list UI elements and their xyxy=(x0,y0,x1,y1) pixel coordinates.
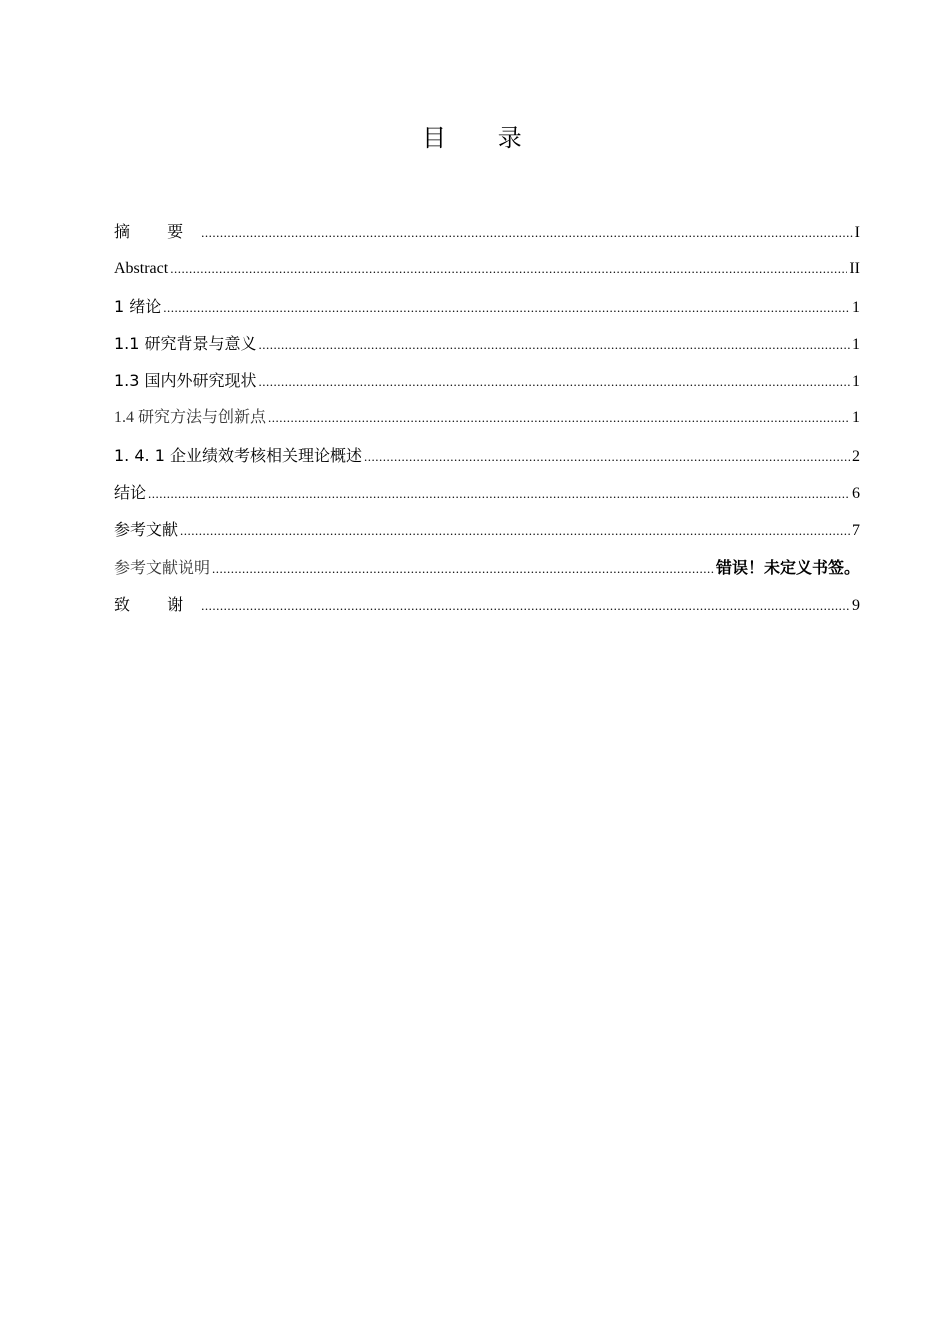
toc-entry-abstract-en[interactable] xyxy=(114,250,860,287)
toc-leader-dots xyxy=(170,250,847,287)
toc-entry-label: 参考文献说明 xyxy=(114,559,211,577)
toc-leader-dots xyxy=(268,399,850,436)
table-of-contents xyxy=(114,213,860,623)
toc-entry-chapter-1[interactable] xyxy=(114,288,860,325)
toc-leader-dots xyxy=(201,587,850,624)
toc-entry-page: 1 xyxy=(852,335,860,353)
toc-entry-page: II xyxy=(849,260,860,278)
toc-entry-section-1-4-1[interactable] xyxy=(114,437,860,474)
toc-entry-section-1-4[interactable] xyxy=(114,399,860,436)
toc-entry-references-note[interactable] xyxy=(114,549,860,586)
page-title: 目 录 xyxy=(422,124,544,152)
toc-entry-label: 1.1 研究背景与意义 xyxy=(114,333,257,353)
toc-entry-section-1-3[interactable] xyxy=(114,362,860,399)
toc-entry-references[interactable] xyxy=(114,511,860,548)
toc-entry-acknowledgements[interactable] xyxy=(114,586,860,623)
toc-entry-page: 1 xyxy=(852,373,860,391)
toc-leader-dots xyxy=(259,363,850,400)
toc-leader-dots xyxy=(148,475,850,512)
toc-leader-dots xyxy=(259,326,850,363)
toc-entry-label: 1.4 研究方法与创新点 xyxy=(114,409,267,427)
toc-entry-label: 致 谢 xyxy=(114,594,200,614)
toc-entry-page: 6 xyxy=(852,485,860,503)
toc-entry-label: 1.3 国内外研究现状 xyxy=(114,371,257,391)
toc-entry-label: 参考文献 xyxy=(114,520,179,540)
toc-entry-page: I xyxy=(854,224,860,241)
toc-entry-label: 1 绪论 xyxy=(114,296,162,316)
toc-entry-abstract-cn[interactable] xyxy=(114,213,860,250)
toc-entry-page: 1 xyxy=(852,409,860,427)
toc-leader-dots xyxy=(212,550,714,587)
toc-entry-section-1-1[interactable] xyxy=(114,325,860,362)
toc-entry-label: 结论 xyxy=(114,483,147,503)
toc-entry-page: 1 xyxy=(852,298,860,316)
toc-entry-conclusion[interactable] xyxy=(114,474,860,511)
toc-entry-page: 2 xyxy=(852,447,860,465)
toc-entry-label: Abstract xyxy=(114,260,169,278)
toc-entry-page: 9 xyxy=(852,596,860,614)
toc-leader-dots xyxy=(364,438,850,475)
toc-leader-dots xyxy=(201,214,853,251)
toc-bookmark-error: 错误！未定义书签。 xyxy=(715,557,860,577)
toc-entry-label: 摘 要 xyxy=(114,222,200,241)
toc-leader-dots xyxy=(163,289,850,326)
toc-leader-dots xyxy=(180,512,850,549)
toc-entry-label: 1. 4. 1 企业绩效考核相关理论概述 xyxy=(114,445,362,465)
toc-entry-page: 7 xyxy=(852,522,860,540)
